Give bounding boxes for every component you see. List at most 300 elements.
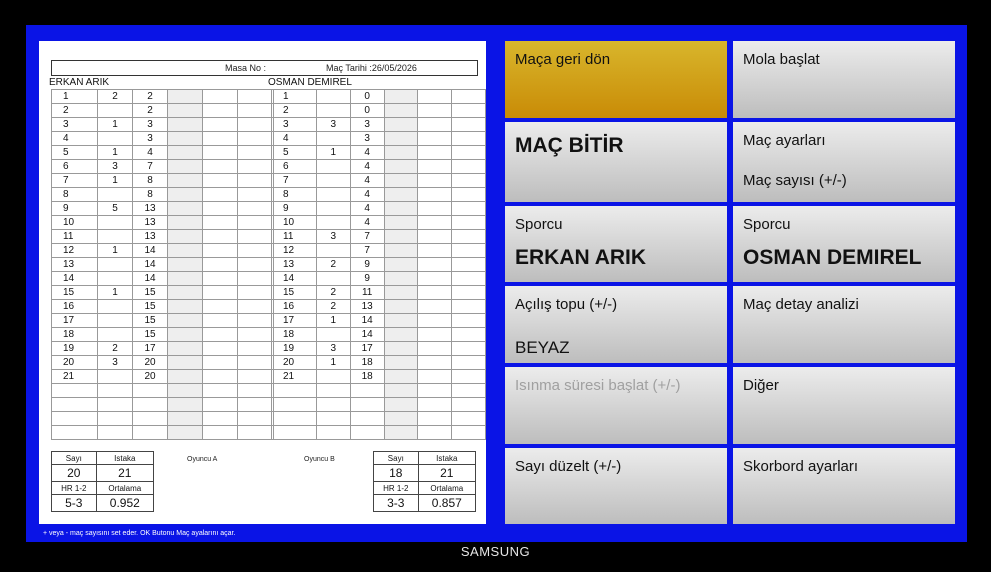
empty-cell: [238, 426, 274, 440]
empty-cell: [418, 342, 451, 356]
empty-cell: [203, 412, 238, 426]
empty-cell: [451, 90, 485, 104]
table-row: [272, 370, 486, 384]
empty-cell: [418, 412, 451, 426]
inning-cell: 8: [52, 188, 98, 202]
total-cell: 13: [133, 216, 168, 230]
empty-cell: [168, 314, 203, 328]
points-cell: 1: [316, 146, 350, 160]
player-b-stats: [373, 451, 476, 512]
match-analysis-label: Maç detay analizi: [743, 296, 859, 313]
empty-cell: [238, 356, 274, 370]
points-cell: [98, 426, 133, 440]
total-cell: [350, 426, 384, 440]
empty-cell: [418, 356, 451, 370]
warmup-button[interactable]: [505, 367, 727, 444]
total-cell: 4: [133, 146, 168, 160]
match-count-label: Maç sayısı (+/-): [743, 172, 847, 189]
sheet-header: [51, 60, 478, 76]
total-cell: 20: [133, 356, 168, 370]
inning-cell: 18: [272, 328, 317, 342]
points-cell: [316, 244, 350, 258]
table-row: [52, 356, 274, 370]
empty-cell: [203, 118, 238, 132]
total-cell: 3: [133, 132, 168, 146]
table-row: [272, 188, 486, 202]
scoreboard-settings-button[interactable]: [733, 448, 955, 524]
empty-cell: [451, 118, 485, 132]
table-row: [52, 426, 274, 440]
match-analysis-button[interactable]: [733, 286, 955, 363]
inning-cell: 21: [272, 370, 317, 384]
empty-cell: [384, 146, 417, 160]
table-row: [52, 314, 274, 328]
empty-cell: [238, 342, 274, 356]
total-cell: 7: [133, 160, 168, 174]
empty-cell: [451, 160, 485, 174]
table-row: [52, 370, 274, 384]
fix-score-button[interactable]: [505, 448, 727, 524]
empty-cell: [418, 104, 451, 118]
total-cell: 13: [133, 230, 168, 244]
table-row: [52, 160, 274, 174]
table-row: [272, 426, 486, 440]
total-cell: 0: [350, 104, 384, 118]
empty-cell: [168, 412, 203, 426]
empty-cell: [451, 412, 485, 426]
table-row: [272, 132, 486, 146]
inning-cell: [52, 426, 98, 440]
points-cell: [98, 370, 133, 384]
table-row: [52, 188, 274, 202]
empty-cell: [238, 258, 274, 272]
points-cell: [98, 398, 133, 412]
empty-cell: [384, 384, 417, 398]
points-cell: 3: [316, 342, 350, 356]
points-cell: 1: [316, 356, 350, 370]
empty-cell: [203, 314, 238, 328]
inning-cell: 1: [52, 90, 98, 104]
empty-cell: [203, 174, 238, 188]
table-row: [272, 244, 486, 258]
total-cell: 14: [133, 258, 168, 272]
hr-label: HR 1-2: [374, 482, 419, 495]
fix-score-label: Sayı düzelt (+/-): [515, 458, 622, 475]
inning-cell: 5: [272, 146, 317, 160]
empty-cell: [168, 160, 203, 174]
inning-cell: 12: [52, 244, 98, 258]
table-row: [272, 160, 486, 174]
inning-cell: 11: [272, 230, 317, 244]
total-cell: 4: [350, 146, 384, 160]
inning-cell: 13: [52, 258, 98, 272]
empty-cell: [238, 244, 274, 258]
points-cell: [98, 272, 133, 286]
points-cell: [98, 258, 133, 272]
empty-cell: [203, 230, 238, 244]
points-cell: 1: [98, 286, 133, 300]
hr-value: 5-3: [52, 495, 97, 512]
points-cell: [316, 160, 350, 174]
total-cell: 11: [350, 286, 384, 300]
points-cell: 1: [98, 118, 133, 132]
total-cell: 15: [133, 328, 168, 342]
empty-cell: [203, 132, 238, 146]
total-cell: 9: [350, 258, 384, 272]
hr-label: HR 1-2: [52, 482, 97, 495]
total-cell: 15: [133, 314, 168, 328]
empty-cell: [168, 230, 203, 244]
footnote: + veya - maç sayısını set eder. OK Butonu Maç ayalarını açar.: [43, 530, 236, 537]
player-b-button[interactable]: [733, 206, 955, 282]
total-cell: 3: [133, 118, 168, 132]
sayi-label: Sayı: [52, 452, 97, 465]
score-sheet: [39, 41, 486, 537]
table-row: [52, 174, 274, 188]
inning-cell: [272, 384, 317, 398]
table-row: [272, 328, 486, 342]
points-cell: [98, 104, 133, 118]
table-row: [52, 244, 274, 258]
points-cell: [98, 412, 133, 426]
empty-cell: [238, 300, 274, 314]
empty-cell: [451, 398, 485, 412]
empty-cell: [384, 132, 417, 146]
finish-match-button[interactable]: [505, 122, 727, 202]
empty-cell: [168, 426, 203, 440]
opening-ball-button[interactable]: [505, 286, 727, 363]
table-row: [52, 202, 274, 216]
total-cell: 14: [350, 314, 384, 328]
empty-cell: [451, 384, 485, 398]
total-cell: 3: [350, 132, 384, 146]
player-a-button[interactable]: [505, 206, 727, 282]
points-cell: 3: [98, 356, 133, 370]
empty-cell: [384, 174, 417, 188]
empty-cell: [238, 412, 274, 426]
inning-cell: [272, 426, 317, 440]
empty-cell: [238, 286, 274, 300]
points-cell: [316, 104, 350, 118]
table-row: [272, 286, 486, 300]
empty-cell: [418, 398, 451, 412]
istaka-label: Istaka: [96, 452, 153, 465]
table-row: [272, 342, 486, 356]
empty-cell: [384, 314, 417, 328]
empty-cell: [384, 230, 417, 244]
table-row: [52, 384, 274, 398]
empty-cell: [238, 398, 274, 412]
table-row: [272, 356, 486, 370]
table-row: [272, 118, 486, 132]
empty-cell: [168, 300, 203, 314]
inning-cell: [52, 398, 98, 412]
table-row: [52, 398, 274, 412]
empty-cell: [451, 258, 485, 272]
sayi-label: Sayı: [374, 452, 419, 465]
table-row: [52, 90, 274, 104]
empty-cell: [418, 328, 451, 342]
table-row: [272, 202, 486, 216]
total-cell: 13: [350, 300, 384, 314]
inning-cell: 4: [52, 132, 98, 146]
istaka-label: Istaka: [418, 452, 475, 465]
empty-cell: [451, 370, 485, 384]
empty-cell: [203, 104, 238, 118]
ortalama-value: 0.857: [418, 495, 475, 512]
empty-cell: [168, 342, 203, 356]
inning-cell: [52, 384, 98, 398]
points-cell: 1: [316, 314, 350, 328]
points-cell: 1: [98, 146, 133, 160]
points-cell: [316, 90, 350, 104]
points-cell: [98, 300, 133, 314]
inning-cell: 18: [52, 328, 98, 342]
inning-cell: 12: [272, 244, 317, 258]
empty-cell: [203, 328, 238, 342]
empty-cell: [203, 258, 238, 272]
points-cell: [98, 384, 133, 398]
empty-cell: [168, 104, 203, 118]
inning-cell: 17: [52, 314, 98, 328]
empty-cell: [418, 90, 451, 104]
total-cell: 4: [350, 188, 384, 202]
match-settings-button[interactable]: [733, 122, 955, 202]
points-cell: 1: [98, 244, 133, 258]
table-row: [272, 384, 486, 398]
points-cell: [316, 328, 350, 342]
total-cell: 17: [350, 342, 384, 356]
inning-cell: 14: [272, 272, 317, 286]
inning-cell: 20: [52, 356, 98, 370]
inning-cell: 19: [52, 342, 98, 356]
total-cell: 2: [133, 104, 168, 118]
inning-cell: [52, 412, 98, 426]
inning-cell: 9: [52, 202, 98, 216]
table-row: [272, 174, 486, 188]
inning-cell: 2: [52, 104, 98, 118]
empty-cell: [384, 328, 417, 342]
inning-cell: 10: [52, 216, 98, 230]
total-cell: 17: [133, 342, 168, 356]
inning-cell: 1: [272, 90, 317, 104]
total-cell: 4: [350, 216, 384, 230]
total-cell: 8: [133, 174, 168, 188]
empty-cell: [168, 90, 203, 104]
points-cell: 3: [316, 230, 350, 244]
inning-cell: 19: [272, 342, 317, 356]
empty-cell: [168, 174, 203, 188]
table-row: [52, 230, 274, 244]
points-cell: [316, 412, 350, 426]
points-cell: 5: [98, 202, 133, 216]
total-cell: 18: [350, 370, 384, 384]
inning-cell: 3: [272, 118, 317, 132]
table-row: [52, 286, 274, 300]
empty-cell: [451, 202, 485, 216]
total-cell: 4: [350, 202, 384, 216]
inning-cell: 5: [52, 146, 98, 160]
empty-cell: [238, 384, 274, 398]
table-row: [272, 104, 486, 118]
sayi-value: 18: [374, 465, 419, 482]
inning-cell: 15: [52, 286, 98, 300]
empty-cell: [418, 286, 451, 300]
start-break-button[interactable]: [733, 41, 955, 118]
empty-cell: [238, 132, 274, 146]
empty-cell: [451, 216, 485, 230]
empty-cell: [203, 384, 238, 398]
finish-match-label: MAÇ BİTİR: [515, 134, 624, 157]
points-cell: [98, 328, 133, 342]
points-cell: [316, 188, 350, 202]
empty-cell: [451, 356, 485, 370]
empty-cell: [238, 272, 274, 286]
empty-cell: [384, 356, 417, 370]
ortalama-label: Ortalama: [96, 482, 153, 495]
empty-cell: [238, 160, 274, 174]
empty-cell: [451, 300, 485, 314]
other-button[interactable]: [733, 367, 955, 444]
empty-cell: [238, 230, 274, 244]
empty-cell: [384, 160, 417, 174]
empty-cell: [418, 160, 451, 174]
empty-cell: [451, 272, 485, 286]
player-a-name: ERKAN ARIK: [49, 77, 110, 88]
table-row: [52, 216, 274, 230]
table-row: [52, 132, 274, 146]
total-cell: 15: [133, 300, 168, 314]
player-b-button-name: OSMAN DEMIREL: [743, 246, 922, 269]
empty-cell: [418, 244, 451, 258]
inning-cell: 16: [52, 300, 98, 314]
empty-cell: [418, 258, 451, 272]
empty-cell: [203, 356, 238, 370]
total-cell: [133, 412, 168, 426]
empty-cell: [384, 300, 417, 314]
points-cell: [98, 188, 133, 202]
empty-cell: [168, 272, 203, 286]
total-cell: 18: [350, 356, 384, 370]
total-cell: 4: [350, 160, 384, 174]
total-cell: [133, 398, 168, 412]
empty-cell: [203, 160, 238, 174]
inning-cell: 9: [272, 202, 317, 216]
empty-cell: [418, 300, 451, 314]
empty-cell: [451, 188, 485, 202]
points-cell: [316, 202, 350, 216]
empty-cell: [451, 328, 485, 342]
inning-cell: 3: [52, 118, 98, 132]
inning-cell: 10: [272, 216, 317, 230]
empty-cell: [451, 286, 485, 300]
empty-cell: [384, 370, 417, 384]
empty-cell: [238, 146, 274, 160]
empty-cell: [203, 146, 238, 160]
opening-ball-label: Açılış topu (+/-): [515, 296, 618, 313]
points-cell: [316, 132, 350, 146]
total-cell: 8: [133, 188, 168, 202]
oyuncu-a-label: Oyuncu A: [187, 456, 218, 463]
points-cell: [316, 174, 350, 188]
empty-cell: [418, 118, 451, 132]
points-cell: [316, 272, 350, 286]
inning-cell: 13: [272, 258, 317, 272]
points-cell: [98, 132, 133, 146]
empty-cell: [384, 258, 417, 272]
empty-cell: [203, 272, 238, 286]
total-cell: 14: [133, 244, 168, 258]
back-to-match-button[interactable]: [505, 41, 727, 118]
empty-cell: [203, 398, 238, 412]
inning-cell: 15: [272, 286, 317, 300]
empty-cell: [203, 286, 238, 300]
empty-cell: [203, 90, 238, 104]
empty-cell: [418, 216, 451, 230]
empty-cell: [384, 202, 417, 216]
inning-cell: 11: [52, 230, 98, 244]
total-cell: 20: [133, 370, 168, 384]
inning-cell: 16: [272, 300, 317, 314]
total-cell: 0: [350, 90, 384, 104]
empty-cell: [238, 104, 274, 118]
total-cell: 2: [133, 90, 168, 104]
empty-cell: [418, 272, 451, 286]
table-row: [272, 398, 486, 412]
empty-cell: [384, 216, 417, 230]
total-cell: [350, 398, 384, 412]
empty-cell: [238, 118, 274, 132]
empty-cell: [203, 426, 238, 440]
other-label: Diğer: [743, 377, 779, 394]
sayi-value: 20: [52, 465, 97, 482]
points-cell: 2: [98, 342, 133, 356]
inning-cell: 17: [272, 314, 317, 328]
player-a-stats: [51, 451, 154, 512]
inning-cell: 6: [272, 160, 317, 174]
empty-cell: [418, 314, 451, 328]
points-cell: 1: [98, 174, 133, 188]
empty-cell: [418, 188, 451, 202]
inning-cell: 7: [272, 174, 317, 188]
table-row: [52, 328, 274, 342]
table-row: [272, 272, 486, 286]
table-row: [52, 412, 274, 426]
empty-cell: [238, 370, 274, 384]
empty-cell: [451, 244, 485, 258]
total-cell: 3: [350, 118, 384, 132]
player-a-button-name: ERKAN ARIK: [515, 246, 647, 269]
points-cell: 2: [98, 90, 133, 104]
match-settings-label: Maç ayarları: [743, 132, 826, 149]
table-row: [272, 412, 486, 426]
ortalama-value: 0.952: [96, 495, 153, 512]
empty-cell: [168, 258, 203, 272]
empty-cell: [203, 216, 238, 230]
empty-cell: [238, 314, 274, 328]
inning-cell: 21: [52, 370, 98, 384]
empty-cell: [203, 342, 238, 356]
player-a-score-grid: [51, 89, 274, 440]
table-row: [52, 272, 274, 286]
empty-cell: [238, 174, 274, 188]
empty-cell: [203, 202, 238, 216]
total-cell: [133, 426, 168, 440]
table-row: [272, 216, 486, 230]
total-cell: [350, 412, 384, 426]
empty-cell: [384, 286, 417, 300]
total-cell: 7: [350, 230, 384, 244]
